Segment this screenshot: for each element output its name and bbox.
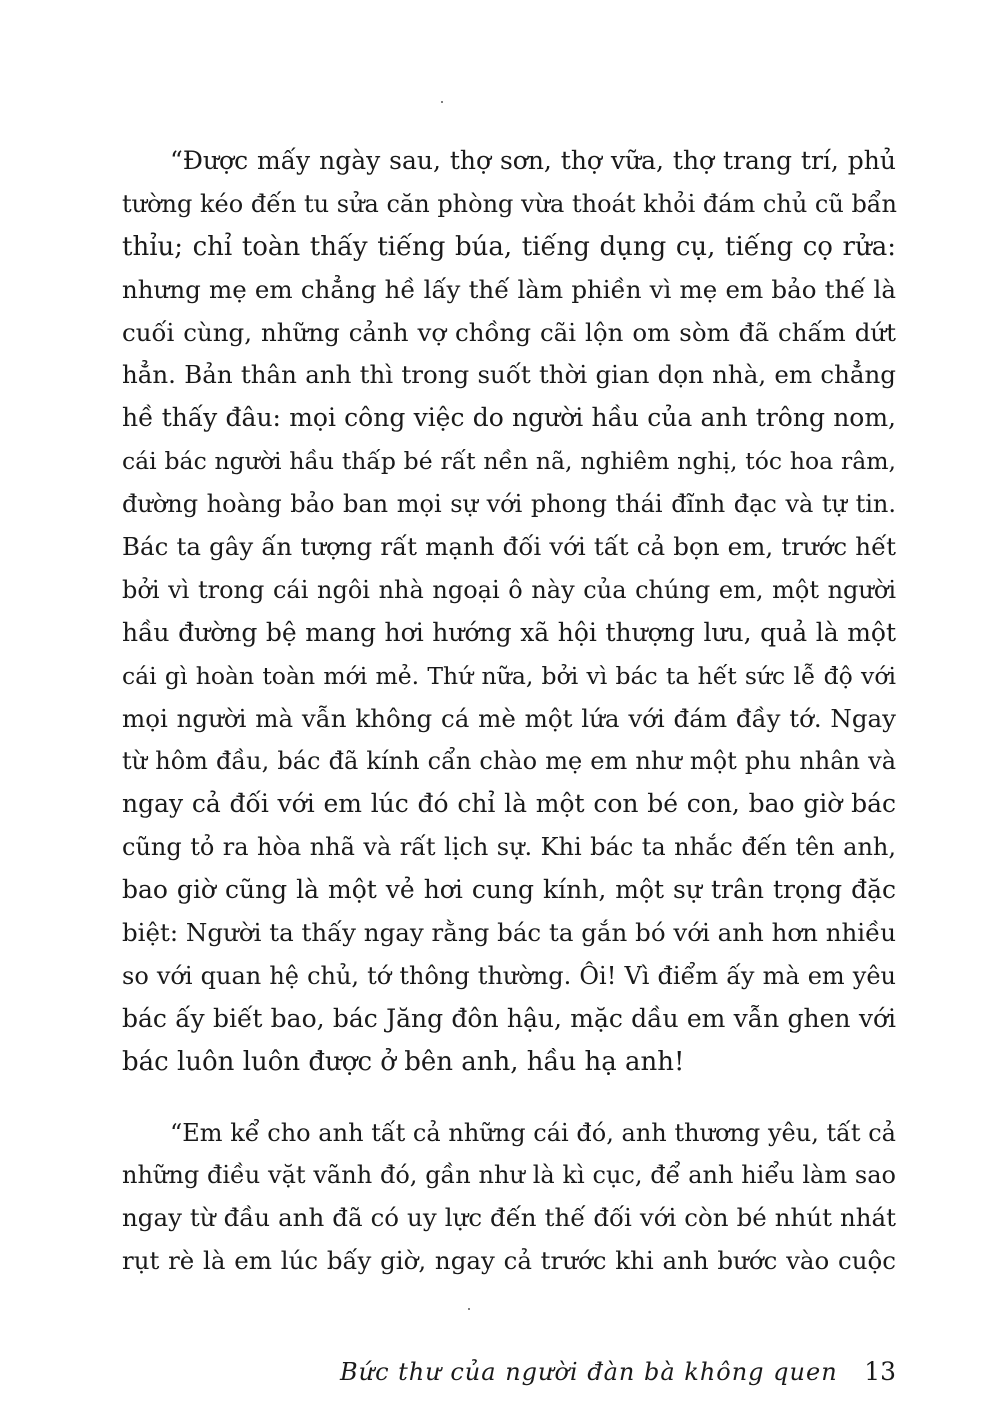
paragraph bbox=[122, 140, 896, 1084]
text-line: từ hôm đầu, bác đã kính cẩn chào mẹ em như một phu nhân và bbox=[122, 747, 896, 776]
text-line: mọi người mà vẫn không cá mè một lứa với đám đầy tớ. Ngay bbox=[122, 703, 896, 733]
text-line: ngay cả đối với em lúc đó chỉ là một con bé con, bao giờ bác bbox=[122, 789, 896, 819]
text-line: hề thấy đâu: mọi công việc do người hầu của anh trông nom, bbox=[122, 403, 896, 433]
text-line: hầu đường bệ mang hơi hướng xã hội thượng lưu, quả là một bbox=[122, 617, 896, 647]
text-line: bác luôn luôn được ở bên anh, hầu hạ anh! bbox=[122, 1046, 685, 1077]
running-title: Bức thư của người đàn bà không quen bbox=[340, 1358, 838, 1386]
text-line: Bác ta gây ấn tượng rất mạnh đối với tất cả bọn em, trước hết bbox=[122, 532, 896, 562]
text-line: hẳn. Bản thân anh thì trong suốt thời gian dọn nhà, em chẳng bbox=[122, 360, 896, 390]
text-line: ngay từ đầu anh đã có uy lực đến thế đối với còn bé nhút nhát bbox=[122, 1203, 896, 1233]
print-speck bbox=[468, 1308, 470, 1310]
text-line: bác ấy biết bao, bác Jăng đôn hậu, mặc dầu em vẫn ghen với bbox=[122, 1003, 896, 1033]
body-text bbox=[122, 140, 896, 1283]
page-footer bbox=[340, 1352, 896, 1402]
text-line: bởi vì trong cái ngôi nhà ngoại ô này của chúng em, một người bbox=[122, 575, 896, 604]
text-line: cái bác người hầu thấp bé rất nền nã, nghiêm nghị, tóc hoa râm, bbox=[122, 447, 896, 476]
text-line: biệt: Người ta thấy ngay rằng bác ta gắn bó với anh hơn nhiều bbox=[122, 918, 896, 948]
text-line: “Được mấy ngày sau, thợ sơn, thợ vữa, thợ trang trí, phủ bbox=[170, 146, 896, 175]
text-line: rụt rè là em lúc bấy giờ, ngay cả trước khi anh bước vào cuộc bbox=[122, 1246, 896, 1276]
text-line: so với quan hệ chủ, tớ thông thường. Ôi! Vì điểm ấy mà em yêu bbox=[122, 961, 896, 990]
text-line: cái gì hoàn toàn mới mẻ. Thứ nữa, bởi vì bác ta hết sức lễ độ với bbox=[122, 661, 896, 690]
paragraph bbox=[122, 1112, 896, 1284]
text-line: tường kéo đến tu sửa căn phòng vừa thoát khỏi đám chủ cũ bẩn bbox=[122, 189, 897, 218]
text-line: thỉu; chỉ toàn thấy tiếng búa, tiếng dụng cụ, tiếng cọ rửa: bbox=[122, 231, 896, 262]
text-line: những điều vặt vãnh đó, gần như là kì cục, để anh hiểu làm sao bbox=[122, 1161, 896, 1190]
text-line: đường hoàng bảo ban mọi sự với phong thái đĩnh đạc và tự tin. bbox=[122, 490, 896, 519]
text-line: nhưng mẹ em chẳng hề lấy thế làm phiền vì mẹ em bảo thế là bbox=[122, 274, 896, 304]
text-line: bao giờ cũng là một vẻ hơi cung kính, một sự trân trọng đặc bbox=[122, 875, 896, 905]
text-line: cuối cùng, những cảnh vợ chồng cãi lộn om sòm đã chấm dứt bbox=[122, 317, 896, 347]
text-line: cũng tỏ ra hòa nhã và rất lịch sự. Khi bác ta nhắc đến tên anh, bbox=[122, 833, 896, 862]
print-speck bbox=[441, 101, 443, 103]
text-line: “Em kể cho anh tất cả những cái đó, anh thương yêu, tất cả bbox=[170, 1118, 896, 1147]
page-number: 13 bbox=[864, 1357, 896, 1386]
paragraph-gap bbox=[122, 1084, 896, 1112]
